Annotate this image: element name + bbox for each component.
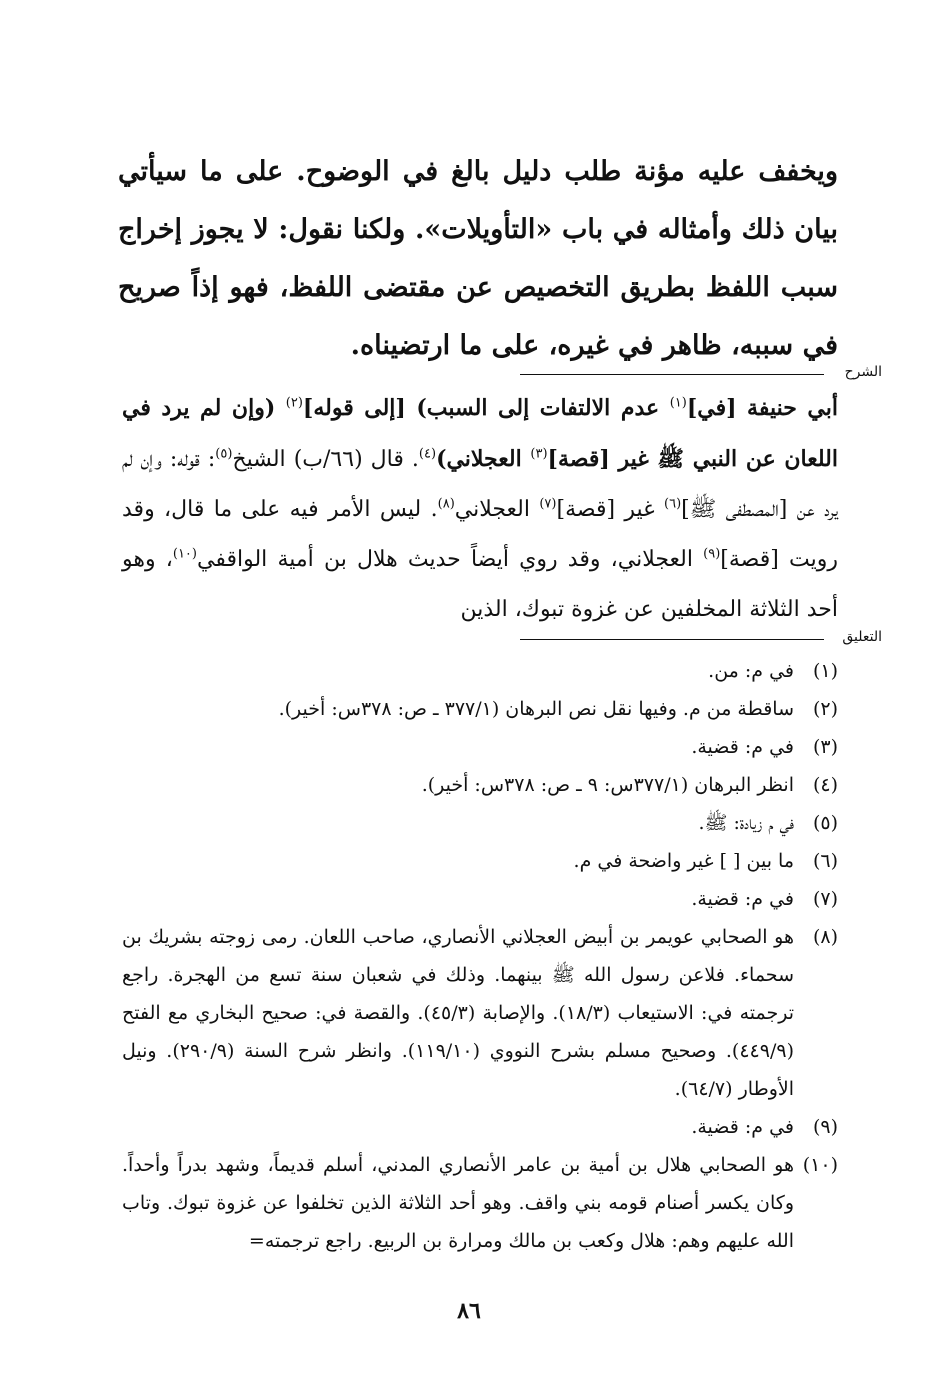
footnote-ref-5: (٥) (215, 446, 233, 462)
footnote-ref-9: (٩) (703, 546, 721, 562)
sharh-paragraph (122, 383, 838, 635)
footnote-item (122, 652, 838, 690)
footnote-ref-2: (٢) (285, 395, 303, 411)
footnote-text: في م: قضية. (691, 1116, 794, 1138)
sharh-section-header (520, 362, 882, 382)
footnote-item (122, 728, 838, 766)
footnote-item (122, 1146, 838, 1260)
sharh-block (122, 383, 838, 635)
footnote-ref-6: (٦) (664, 496, 682, 512)
sharh-text-4: العجلاني) (436, 446, 531, 472)
footnote-text: انظر البرهان (٣٧٧/١س: ٩ ـ ص: ٣٧٨س: أخير). (421, 774, 794, 796)
sharh-text-8: العجلاني (454, 497, 540, 522)
sharh-label: الشرح (844, 364, 882, 380)
footnote-text: ساقطة من م. وفيها نقل نص البرهان (٣٧٧/١ ـ ص: ٣٧٨س: أخير). (278, 698, 794, 720)
footnote-item (122, 690, 838, 728)
footnote-number: (٥) (812, 812, 838, 834)
footnote-item (122, 804, 838, 842)
footnote-number: (٣) (812, 736, 838, 758)
sharh-text-7: غير [قصة] (556, 497, 665, 522)
sharh-text-1: أبي حنيفة [في] (686, 395, 838, 421)
footnote-text: في م زيادة: ﷺ. (698, 812, 794, 834)
footnote-item (122, 842, 838, 880)
sharh-text-5: . قال (٦٦/ب) الشيخ (232, 447, 419, 472)
footnote-text: في م: من. (708, 660, 794, 682)
footnote-number: (٢) (812, 698, 838, 720)
footnote-text: في م: قضية. (691, 736, 794, 758)
footnote-item (122, 918, 838, 1108)
footnote-number: (٤) (812, 774, 838, 796)
sharh-text-9: . ليس الأمر فيه على ما قال، وقد رويت [قصة] (122, 497, 838, 572)
footnote-ref-1: (١) (669, 395, 687, 411)
sharh-text-10: العجلاني، وقد روي أيضاً حديث هلال بن أمية الواقفي (197, 547, 704, 572)
page-number: ٨٦ (457, 1298, 481, 1324)
footnote-number: (٨) (812, 926, 838, 948)
footnote-text: هو الصحابي عويمر بن أبيض العجلاني الأنصاري، صاحب اللعان. رمى زوجته بشريك بن سحماء. فلاعن رسول الله ﷺ بينهما. وذلك في شعبان سنة تسع من الهجرة. راجع ترجمته في: الاستيعاب (١٨/٣). والإصابة (٤٥/٣). والقصة في: صحيح البخاري مع الفتح (٤٤٩/٩). وصحيح مسلم بشرح النووي (١١٩/١٠). وانظر شرح السنة (٢٩٠/٩). ونيل الأوطار (٦٤/٧). (122, 926, 795, 1100)
footnote-text: ما بين [ ] غير واضحة في م. (573, 850, 794, 872)
sharh-text-6: : قوله: وإن لم يرد عن [المصطفى ﷺ] (122, 447, 838, 522)
footnote-number: (٦) (812, 850, 838, 872)
footnote-ref-7: (٧) (539, 496, 557, 512)
footnote-ref-10: (١٠) (172, 546, 197, 562)
footnote-ref-4: (٤) (418, 446, 437, 462)
footnote-text: هو الصحابي هلال بن أمية بن عامر الأنصاري المدني، أسلم قديماً، وشهد بدراً وأحداً. وكان يكسر أصنام قومه بني واقف. وهو أحد الثلاثة الذين تخلفوا عن غزوة تبوك. وتاب الله عليهم وهم: هلال وكعب بن مالك ومرارة بن الربيع. راجع ترجمته= (122, 1154, 794, 1252)
sharh-text-3: (وإن لم يرد في اللعان عن النبي ﷺ غير [قصة] (122, 395, 838, 472)
footnote-item (122, 1108, 838, 1146)
sharh-text-2: عدم الالتفات إلى السبب) [إلى قوله] (302, 395, 670, 421)
footnote-number: (١) (812, 660, 838, 682)
main-text-block (118, 143, 838, 375)
footnotes-block (122, 652, 838, 1260)
footnote-number: (٧) (812, 888, 838, 910)
taliq-section-header (520, 627, 882, 647)
main-paragraph: ويخفف عليه مؤنة طلب دليل بالغ في الوضوح. على ما سيأتي بيان ذلك وأمثاله في باب «التأويلات». ولكنا نقول: لا يجوز إخراج سبب اللفظ بطريق التخصيص عن مقتضى اللفظ، فهو إذاً صريح في سببه، ظاهر في غيره، على ما ارتضيناه. (118, 156, 838, 361)
sharh-text-11: ، وهو أحد الثلاثة المخلفين عن غزوة تبوك، الذين (122, 547, 838, 622)
footnote-number: (١٠) (802, 1154, 838, 1176)
footnote-item (122, 766, 838, 804)
footnote-number: (٩) (812, 1116, 838, 1138)
taliq-label: التعليق (842, 629, 882, 645)
footnote-ref-8: (٨) (437, 496, 455, 512)
footnote-ref-3: (٣) (530, 446, 548, 462)
taliq-divider (520, 639, 824, 640)
footnote-text: في م: قضية. (691, 888, 794, 910)
sharh-divider (520, 374, 824, 375)
footnote-item (122, 880, 838, 918)
